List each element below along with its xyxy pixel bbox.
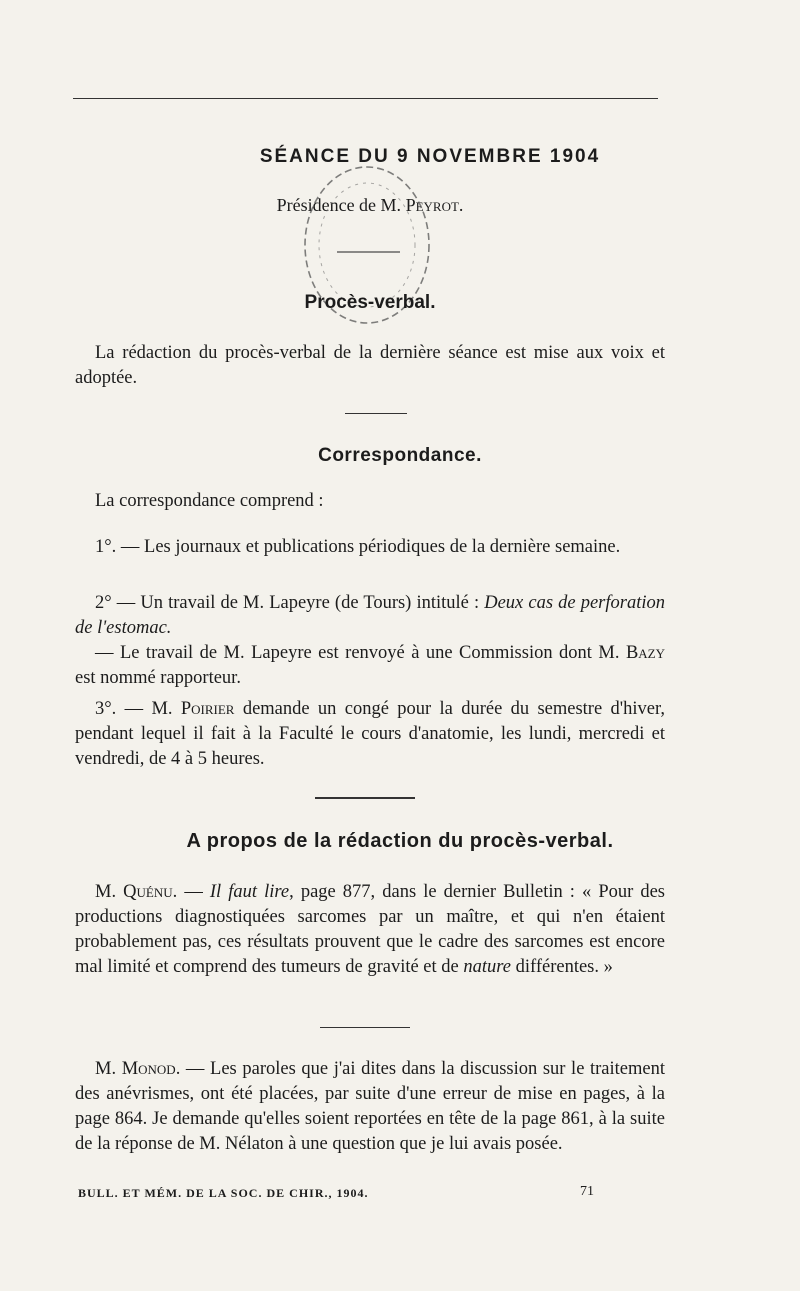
presidence-prefix: Présidence de M. [276, 195, 406, 215]
heading-proces-verbal: Procès-verbal. [304, 292, 436, 313]
quenu-dash: — [177, 882, 210, 902]
proces-verbal-text: La rédaction du procès-verbal de la dernière séance est mise aux voix et adoptée. [75, 343, 665, 388]
section-divider [345, 413, 407, 414]
monod-text: — Les paroles que j'ai dites dans la discussion sur le traitement des anévrismes, ont été placées, par suite d'une erreur de mise en pages, à la page 864. Je demande qu'elles soient reportées en tête de la page 861, à la suite de la réponse de M. Nélaton à une question que je lui avais posée. [75, 1059, 665, 1154]
president-name: Peyrot. [405, 195, 464, 215]
page-number: 71 [580, 1184, 594, 1199]
heading-correspondance: Correspondance. [318, 445, 482, 466]
correspondance-item-3 [75, 697, 665, 772]
section-divider-3 [320, 1027, 410, 1028]
top-rule [73, 98, 658, 99]
quenu-text-end: différentes. » [511, 957, 613, 977]
section-divider-2 [315, 797, 415, 799]
quenu-italic-nature: nature [463, 957, 511, 977]
followup-text-end: est nommé rapporteur. [75, 668, 241, 688]
quenu-text: , page 877, dans le dernier Bulletin : « Pour des productions diagnostiquées sarcomes par un maître, et qui n'en étaient probablement pas, ces résultats prouvent que le cadre des sarcomes est encore mal limité et comprend des tumeurs de gravité et de [75, 882, 666, 977]
item-2-title: Deux cas de perforation de l'estomac. [75, 593, 665, 638]
item-3-text: demande un congé pour la durée du semestre d'hiver, pendant lequel il fait à la Faculté le cours d'anatomie, les lundi, mercredi et vendredi, de 4 à 5 heures. [75, 699, 665, 769]
quenu-prefix: M. [95, 882, 124, 902]
correspondance-intro: La correspondance comprend : [95, 491, 324, 511]
correspondance-item-1: 1°. — Les journaux et publications périodiques de la dernière semaine. [95, 537, 621, 557]
heading-a-propos: A propos de la rédaction du procès-verbal. [186, 830, 614, 852]
presidence-line [0, 195, 740, 216]
monod-name: Monod. [121, 1059, 181, 1079]
bazy-name: Bazy [625, 643, 665, 663]
followup-text: — Le travail de M. Lapeyre est renvoyé à une Commission dont M. [95, 643, 626, 663]
quenu-name: Quénu. [123, 882, 178, 902]
correspondance-item-2 [75, 591, 665, 641]
item-3-prefix: 3°. — M. [95, 699, 181, 719]
item-2-text: 2° — Un travail de M. Lapeyre (de Tours) intitulé : [95, 593, 485, 613]
poirier-name: Poirier [180, 699, 235, 719]
quenu-italic: Il faut lire [209, 882, 290, 902]
journal-footer: BULL. ET MÉM. DE LA SOC. DE CHIR., 1904. [78, 1186, 369, 1200]
quenu-paragraph [75, 880, 665, 980]
monod-paragraph [75, 1057, 665, 1157]
session-title: SÉANCE DU 9 NOVEMBRE 1904 [259, 146, 601, 167]
monod-prefix: M. [95, 1059, 122, 1079]
correspondance-item-2-followup [75, 641, 665, 691]
